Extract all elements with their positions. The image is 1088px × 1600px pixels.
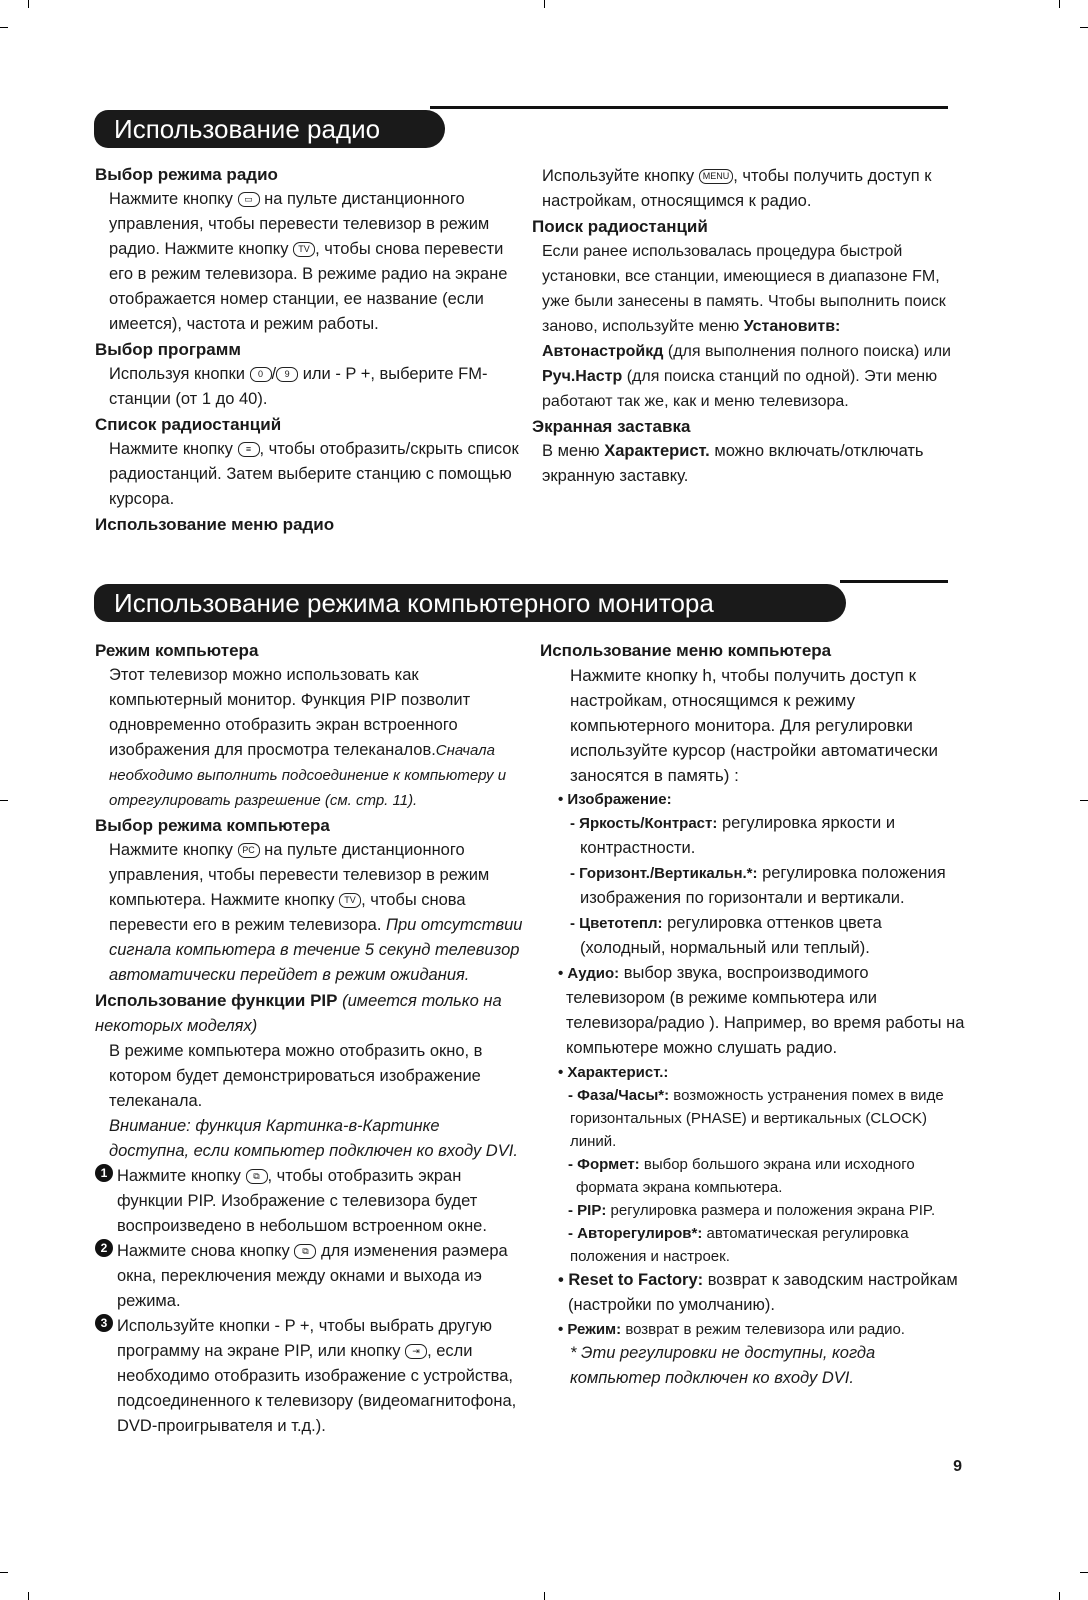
text: Нажмите снова кнопку xyxy=(117,1242,290,1260)
crop-mark xyxy=(1080,27,1088,28)
text: • Reset to Factory: xyxy=(558,1271,704,1289)
radio-mode-heading: Выбор режима радио xyxy=(95,165,278,184)
text: В меню xyxy=(542,442,605,460)
text: Используйте кнопки - P +, чтобы выбрать другую программу на экране PIP, или кнопку xyxy=(117,1317,493,1360)
text: регулировка оттенков цвета (холодный, нормальный или теплый). xyxy=(580,914,882,957)
text: , чтобы отобразить экран функции PIP. Изображение с телевизора будет воспроизведено в небольшом встроенном окне. xyxy=(117,1167,487,1235)
av-key-icon: ⇥ xyxy=(405,1344,427,1359)
radio-search-heading: Поиск радиостанций xyxy=(532,217,708,236)
text: выбор звука, воспроизводимого телевизором (в режиме компьютера или телевизора/радио ). Например, во время работы на компьютере можно слушать радио. xyxy=(566,964,965,1057)
pc-key-icon: PC xyxy=(238,843,260,858)
pc-img-1 xyxy=(540,811,965,861)
text: , чтобы получить доступ к настройкам, относящимся к радио. xyxy=(542,167,932,210)
pip-key-icon: ⧉ xyxy=(294,1244,316,1259)
pc-pip-text: В режиме компьютера можно отобразить окно, в котором будет демонстрироваться изображение телеканала. xyxy=(109,1042,483,1110)
pc-left-column xyxy=(95,638,523,1439)
pc-img-label: • Изображение: xyxy=(558,791,672,808)
crop-mark xyxy=(544,1592,545,1600)
crop-mark xyxy=(544,0,545,8)
radio-search-text xyxy=(532,239,952,414)
crop-mark xyxy=(0,27,8,28)
pc-audio xyxy=(540,961,965,1061)
text: Нажмите кнопку xyxy=(117,1167,241,1185)
text: возврат в режим телевизора или радио. xyxy=(621,1321,905,1338)
pc-mode-heading: Режим компьютера xyxy=(95,641,259,660)
text: регулировка размера и положения экрана PIP. xyxy=(606,1202,936,1219)
text: (для выполнения полного поиска) или xyxy=(663,343,951,360)
text: - Горизонт./Вертикальн.*: xyxy=(570,865,758,882)
pc-img-2 xyxy=(540,861,965,911)
radio-prog-heading: Выбор программ xyxy=(95,340,241,359)
pc-feat-label: • Характерист.: xyxy=(558,1064,669,1081)
step-number-icon: 3 xyxy=(95,1314,113,1332)
text: возможность устранения помех в виде горизонтальных (PHASE) и вертикальных (CLOCK) линий. xyxy=(570,1087,944,1150)
text: При отсутствии сигнала компьютера в течение 5 секунд телевизор автоматически перейдет в режим ожидания. xyxy=(109,916,523,984)
pc-pip-note: Внимание: функция Картинка-в-Картинке доступна, если компьютер подключен ко входу DVI. xyxy=(109,1117,518,1160)
text: (имеется только на некоторых моделях) xyxy=(95,992,502,1035)
crop-mark xyxy=(0,800,8,801)
text: Нажмите кнопку xyxy=(109,841,233,859)
step-number-icon: 2 xyxy=(95,1239,113,1257)
text: регулировка яркости и контрастности. xyxy=(580,814,896,857)
pip-step-3 xyxy=(95,1314,523,1439)
menu-key-icon: MENU xyxy=(699,169,734,184)
pc-feat-1 xyxy=(540,1084,965,1153)
text: , чтобы снова перевести его в режим телевизора. xyxy=(109,891,466,934)
pc-menu-heading: Использование меню компьютера xyxy=(540,641,832,660)
text: - Авторегулиров*: xyxy=(568,1225,703,1242)
text: - Формет: xyxy=(568,1156,640,1173)
text: Характерист. xyxy=(604,442,710,460)
radio-list-text xyxy=(95,437,520,512)
text: возврат к заводским настройкам (настройки по умолчанию). xyxy=(568,1271,958,1314)
text: Использование функции PIP xyxy=(95,991,338,1010)
radio-menu-text xyxy=(532,164,952,214)
radio-prog-text: Используя кнопки 0 / 9 или - P +, выберите FM-станции (от 1 до 40). xyxy=(109,365,488,408)
text: Этот телевизор можно использовать как компьютерный монитор. Функция PIP позволит одновременно отобразить экран встроенного изображения для просмотра телеканалов. xyxy=(109,666,471,759)
pc-select-text xyxy=(95,838,523,988)
digit-9-key-icon: 9 xyxy=(276,367,298,382)
text: , чтобы отобразить/скрыть список радиостанций. Затем выберите станцию с помощью курсора. xyxy=(109,440,519,508)
radio-right-column xyxy=(532,164,952,489)
pc-menu-text: Нажмите кнопку h, чтобы получить доступ к настройкам, относящимся к режиму компьютерного монитора. Для регулировки используйте курсор (настройки автоматически заносятся в память) : xyxy=(570,666,938,785)
text: Установитв: Автонастройкд xyxy=(542,318,841,360)
pip-key-icon: ⧉ xyxy=(246,1169,268,1184)
text: для иэменения раэмера окна, переключения между окнами и выхода иэ режима. xyxy=(117,1242,508,1310)
radio-left-column xyxy=(95,162,520,537)
crop-mark xyxy=(1059,0,1060,8)
list-key-icon: ≡ xyxy=(238,442,260,457)
text: Используя кнопки xyxy=(109,365,245,383)
text: (для поиска станций по одной). Эти меню работают так же, как и меню телевизора. xyxy=(542,368,938,410)
pc-feat-4 xyxy=(540,1222,965,1268)
page-number: 9 xyxy=(953,1458,962,1475)
text: регулировка положения изображения по горизонтали и вертикали. xyxy=(580,864,946,907)
pip-step-2 xyxy=(95,1239,523,1314)
text xyxy=(117,1239,523,1314)
crop-mark xyxy=(1080,800,1088,801)
pc-reset xyxy=(540,1268,965,1318)
text: можно включать/отключать экранную заставку. xyxy=(542,442,924,485)
text: Сначала необходимо выполнить подсоединение к компьютеру и отрегулировать разрешение (см. стр. 11). xyxy=(109,742,507,809)
pc-mode-text xyxy=(95,663,523,813)
text: - PIP: xyxy=(568,1202,607,1219)
text xyxy=(117,1164,523,1239)
tv-key-icon: TV xyxy=(293,242,315,257)
section-rule xyxy=(840,580,948,583)
radio-saver-heading: Экранная заставка xyxy=(532,417,691,436)
text: Используйте кнопку xyxy=(542,167,695,185)
text: на пульте дистанционного управления, чтобы перевести телевизор в режим компьютера. Нажмите кнопку xyxy=(109,841,490,909)
text: автоматическая регулировка положения и настроек. xyxy=(570,1225,909,1265)
section-title-radio: Использование радио xyxy=(94,110,445,148)
pc-img-3 xyxy=(540,911,965,961)
radio-mode-text xyxy=(95,187,520,337)
text: Нажмите кнопку xyxy=(109,190,233,208)
pc-mode-item xyxy=(540,1318,965,1341)
crop-mark xyxy=(28,0,29,8)
text: Нажмите кнопку xyxy=(109,440,233,458)
crop-mark xyxy=(1059,1592,1060,1600)
text: • Режим: xyxy=(558,1321,622,1338)
radio-list-heading: Список радиостанций xyxy=(95,415,282,434)
text: или - P +, выберите FM-станции (от 1 до 40). xyxy=(109,365,488,408)
text: - Яркость/Контраст: xyxy=(570,815,718,832)
text: , если необходимо отобразить изображение с устройства, подсоединенного к телевизору (видеомагнитофона, DVD-проигрывателя и т.д.). xyxy=(117,1342,517,1435)
pip-step-1 xyxy=(95,1164,523,1239)
text xyxy=(117,1314,523,1439)
radio-key-icon: ▭ xyxy=(238,192,260,207)
text: на пульте дистанционного управления, чтобы перевести телевизор в режим радио. Нажмите кнопку xyxy=(109,190,490,258)
digit-0-key-icon: 0 xyxy=(250,367,272,382)
crop-mark xyxy=(28,1592,29,1600)
crop-mark xyxy=(0,1572,8,1573)
text: Руч.Настр xyxy=(542,368,623,385)
text: выбор большого экрана или исходного формата экрана компьютера. xyxy=(576,1156,915,1196)
step-number-icon: 1 xyxy=(95,1164,113,1182)
text: , чтобы снова перевести его в режим телевизора. В режиме радио на экране отображается номер станции, ее название (если имеется), частота и режим работы. xyxy=(109,240,508,333)
pc-pip-heading xyxy=(95,988,523,1039)
text: • Аудио: xyxy=(558,965,620,982)
pc-feat-3 xyxy=(540,1199,965,1222)
pc-right-column xyxy=(540,638,965,1391)
text: Если ранее использовалась процедура быстрой установки, все станции, имеющиеся в диапазоне FM, уже были занесены в память. Чтобы выполнить поиск заново, используйте меню xyxy=(542,243,946,335)
section-title-pc: Использование режима компьютерного монитора xyxy=(94,584,846,622)
text: - Фаза/Часы*: xyxy=(568,1087,670,1104)
radio-menu-heading: Использование меню радио xyxy=(95,515,335,534)
pc-feat-2 xyxy=(540,1153,965,1199)
section-rule xyxy=(430,106,948,109)
pc-footnote: * Эти регулировки не доступны, когда компьютер подключен ко входу DVI. xyxy=(570,1344,876,1387)
tv-key-icon: TV xyxy=(339,893,361,908)
crop-mark xyxy=(1080,1572,1088,1573)
radio-saver-text xyxy=(532,439,952,489)
pc-select-heading: Выбор режима компьютера xyxy=(95,816,330,835)
text: - Цветотепл: xyxy=(570,915,663,932)
